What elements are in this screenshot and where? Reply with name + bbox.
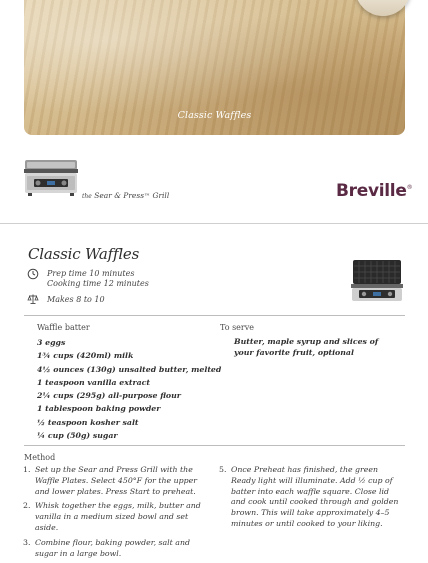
- step-text: Once Preheat has finished, the green Ready light will illuminate. Add ½ cup of batter into each waffle square. Close lid and cook until cooked through and golden brown. This will take approximately 4–5 minutes or until cooked to your liking.: [231, 465, 399, 528]
- hero-image: [24, 0, 405, 135]
- to-serve-text: Butter, maple syrup and slices of your favorite fruit, optional: [234, 337, 379, 357]
- method-step: [23, 538, 203, 560]
- recipe-divider-top: [24, 315, 405, 316]
- method-heading: Method: [24, 453, 56, 462]
- waffle-plate-image: [349, 258, 405, 304]
- clock-icon: [27, 268, 39, 280]
- method-steps-right: [219, 465, 399, 534]
- step-text: Combine flour, baking powder, salt and sugar in a large bowl.: [35, 537, 190, 558]
- step-number: 5.: [219, 465, 227, 474]
- prep-time: Prep time 10 minutes: [47, 269, 135, 278]
- recipe-divider-method: [24, 445, 405, 446]
- ingredients-heading: Waffle batter: [37, 323, 90, 332]
- step-text: Set up the Sear and Press Grill with the Waffle Plates. Select 450°F for the upper and lower plates. Press Start to preheat.: [35, 465, 197, 496]
- recipe-title: Classic Waffles: [28, 245, 140, 263]
- to-serve-heading: To serve: [220, 323, 254, 332]
- recipe-yield: Makes 8 to 10: [47, 295, 105, 304]
- method-step: [23, 465, 203, 497]
- product-name-main: Sear & Press: [94, 191, 145, 200]
- bowl-image: [355, 0, 411, 16]
- product-name-prefix: the: [82, 193, 92, 200]
- step-text: Whisk together the eggs, milk, butter and vanilla in a medium sized bowl and set aside.: [35, 501, 201, 532]
- ingredient-item: 1 teaspoon vanilla extract: [37, 377, 151, 387]
- grill-product-image: [22, 157, 80, 203]
- breville-logo: [336, 181, 412, 201]
- ingredient-item: ¼ cup (50g) sugar: [37, 431, 118, 441]
- step-number: 2.: [23, 501, 31, 511]
- product-name-tm: ™: [144, 193, 151, 200]
- brand-registered-mark: ®: [406, 184, 413, 191]
- product-name: [82, 191, 169, 200]
- scale-icon: [27, 293, 39, 305]
- ingredients-list: [37, 336, 222, 442]
- section-divider: [0, 223, 428, 224]
- cook-time: Cooking time 12 minutes: [47, 279, 149, 288]
- method-step: [219, 465, 399, 530]
- ingredient-item: ½ teaspoon kosher salt: [37, 417, 139, 427]
- method-steps-left: [23, 465, 203, 563]
- ingredient-item: 4½ ounces (130g) unsalted butter, melted: [37, 364, 222, 374]
- hero-caption: Classic Waffles: [177, 110, 252, 121]
- ingredient-item: 3 eggs: [37, 338, 66, 347]
- brand-logo-text: Breville: [336, 181, 407, 201]
- step-number: 3.: [23, 537, 31, 547]
- step-number: 1.: [23, 465, 31, 474]
- ingredient-item: 1 tablespoon baking powder: [37, 404, 161, 414]
- ingredient-item: 1¾ cups (420ml) milk: [37, 351, 134, 361]
- method-step: [23, 501, 203, 533]
- ingredient-item: 2¼ cups (295g) all-purpose flour: [37, 391, 181, 401]
- product-name-suffix: Grill: [150, 191, 170, 200]
